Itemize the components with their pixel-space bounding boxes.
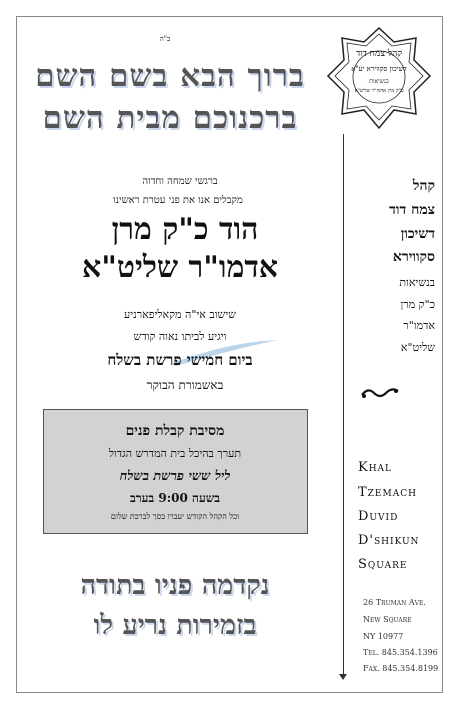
bh-mark: ב"ה <box>159 35 171 43</box>
return-line-2: ויגיע לביתו נאוה קודש <box>133 330 227 343</box>
logo-ring-top: קהל צמח דוד <box>355 49 403 59</box>
address-town: New Square <box>363 615 412 624</box>
closing-line-1: נקדמה פניו בתודה <box>80 570 270 601</box>
sidebar-heb-3: דשיכון <box>400 226 435 242</box>
sidebar-heb-1: קהל <box>412 178 435 194</box>
reception-night: ליל ששי פרשת בשלח <box>119 469 231 484</box>
reception-hour: בשעה 9:00 בערב <box>129 491 221 505</box>
sidebar-divider-line <box>343 134 344 676</box>
logo-inner-2: כ"ק מרן אדמו"ר שליט"א <box>354 88 404 94</box>
sidebar-en-5: Square <box>358 557 408 572</box>
sidebar-en-4: D'shikun <box>358 533 420 548</box>
welcome-heading-1: ברוך הבא בשם השם <box>35 58 305 94</box>
reception-title: מסיבת קבלת פנים <box>125 423 225 439</box>
fax-number: Fax. 845.354.8199 <box>363 664 439 673</box>
sidebar-heb-7: אדמו"ר <box>403 319 435 332</box>
return-line-1: שישוב אי"ה מקאליפארניע <box>124 308 236 321</box>
sidebar-heb-2: צמח דוד <box>389 202 435 218</box>
sidebar-heb-4: סקווירא <box>392 249 435 265</box>
sidebar-heb-8: שליט"א <box>400 341 435 354</box>
community-seal-logo <box>324 24 434 136</box>
intro-line-1: ברגשי שמחה וחדוה <box>142 176 218 187</box>
rebbe-title-2: אדמו"ר שליט"א <box>81 250 279 285</box>
address-street: 26 Truman Ave. <box>363 598 426 607</box>
closing-line-2: בזמירות נריע לו <box>93 610 257 641</box>
sidebar-en-2: Tzemach <box>358 485 417 500</box>
logo-inner-1: בנשיאות <box>369 78 389 85</box>
arrival-time: באשמורת הבוקר <box>146 378 224 392</box>
scroll-ornament-icon <box>360 385 400 403</box>
rebbe-title-1: הוד כ"ק מרן <box>111 212 259 247</box>
welcome-heading-2: ברכנוכם מבית השם <box>42 100 298 136</box>
sidebar-heb-6: כ"ק מרן <box>400 298 435 311</box>
intro-line-2: מקבלים אנו את פני עטרת ראשינו <box>113 195 243 206</box>
divider-arrow-icon <box>339 674 347 680</box>
sidebar-en-3: Duvid <box>358 509 399 524</box>
sidebar-heb-5: בנשיאות <box>399 276 435 289</box>
sidebar-en-1: Khal <box>358 460 393 475</box>
phone-number: Tel. 845.354.1396 <box>363 648 438 657</box>
reception-blessing: וכל הקהל הקודש יעברו בסך לברכת שלום <box>110 512 240 521</box>
reception-place: תערך בהיכל בית המדרש הגדול <box>108 447 242 460</box>
address-zip: NY 10977 <box>363 632 404 641</box>
arrival-day: ביום חמישי פרשת בשלח <box>107 351 253 369</box>
logo-ring-mid: דשיכון סקווירא יע"א <box>351 65 407 73</box>
